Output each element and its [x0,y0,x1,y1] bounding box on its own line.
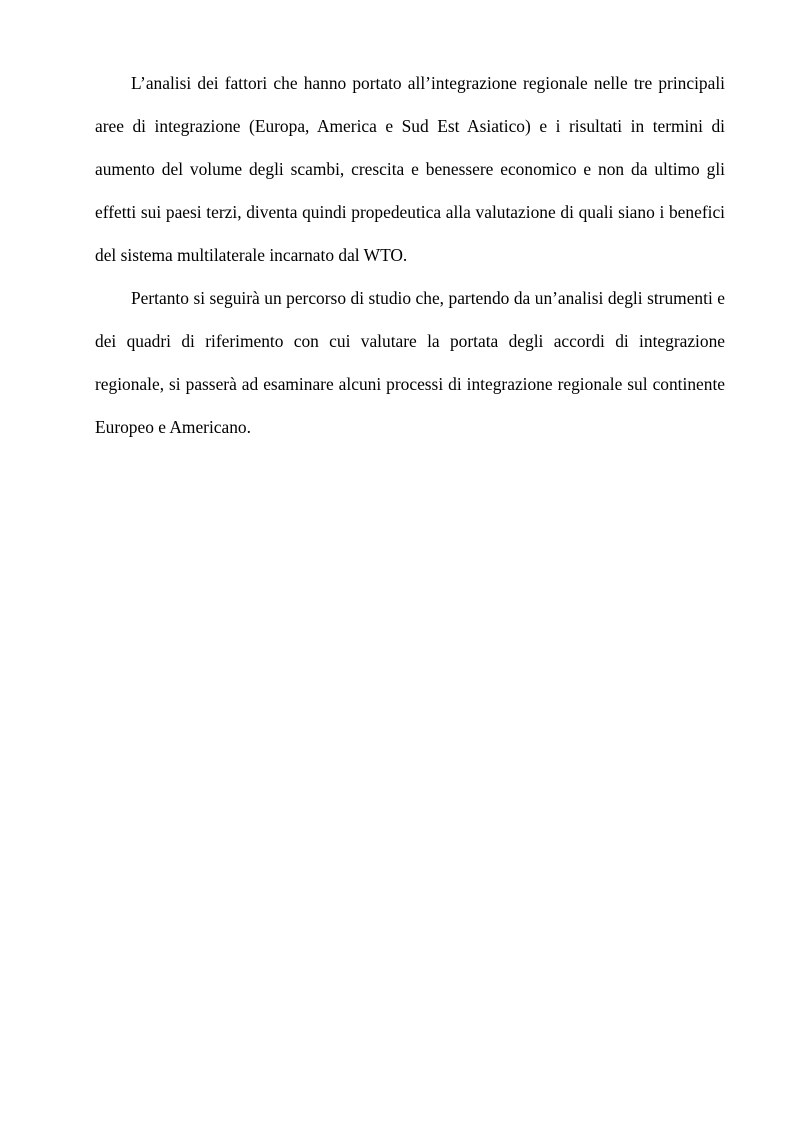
paragraph-2: Pertanto si seguirà un percorso di studio che, partendo da un’analisi degli strumenti e dei quadri di riferimento con cui valutare la portata degli accordi di integrazione regionale, si passerà ad esaminare alcuni processi di integrazione regionale sul continente Europeo e Americano. [95,288,725,437]
document-body [95,62,725,449]
paragraph-1: L’analisi dei fattori che hanno portato all’integrazione regionale nelle tre principali aree di integrazione (Europa, America e Sud Est Asiatico) e i risultati in termini di aumento del volume degli scambi, crescita e benessere economico e non da ultimo gli effetti sui paesi terzi, diventa quindi propedeutica alla valutazione di quali siano i benefici del sistema multilaterale incarnato dal WTO. [95,73,725,265]
